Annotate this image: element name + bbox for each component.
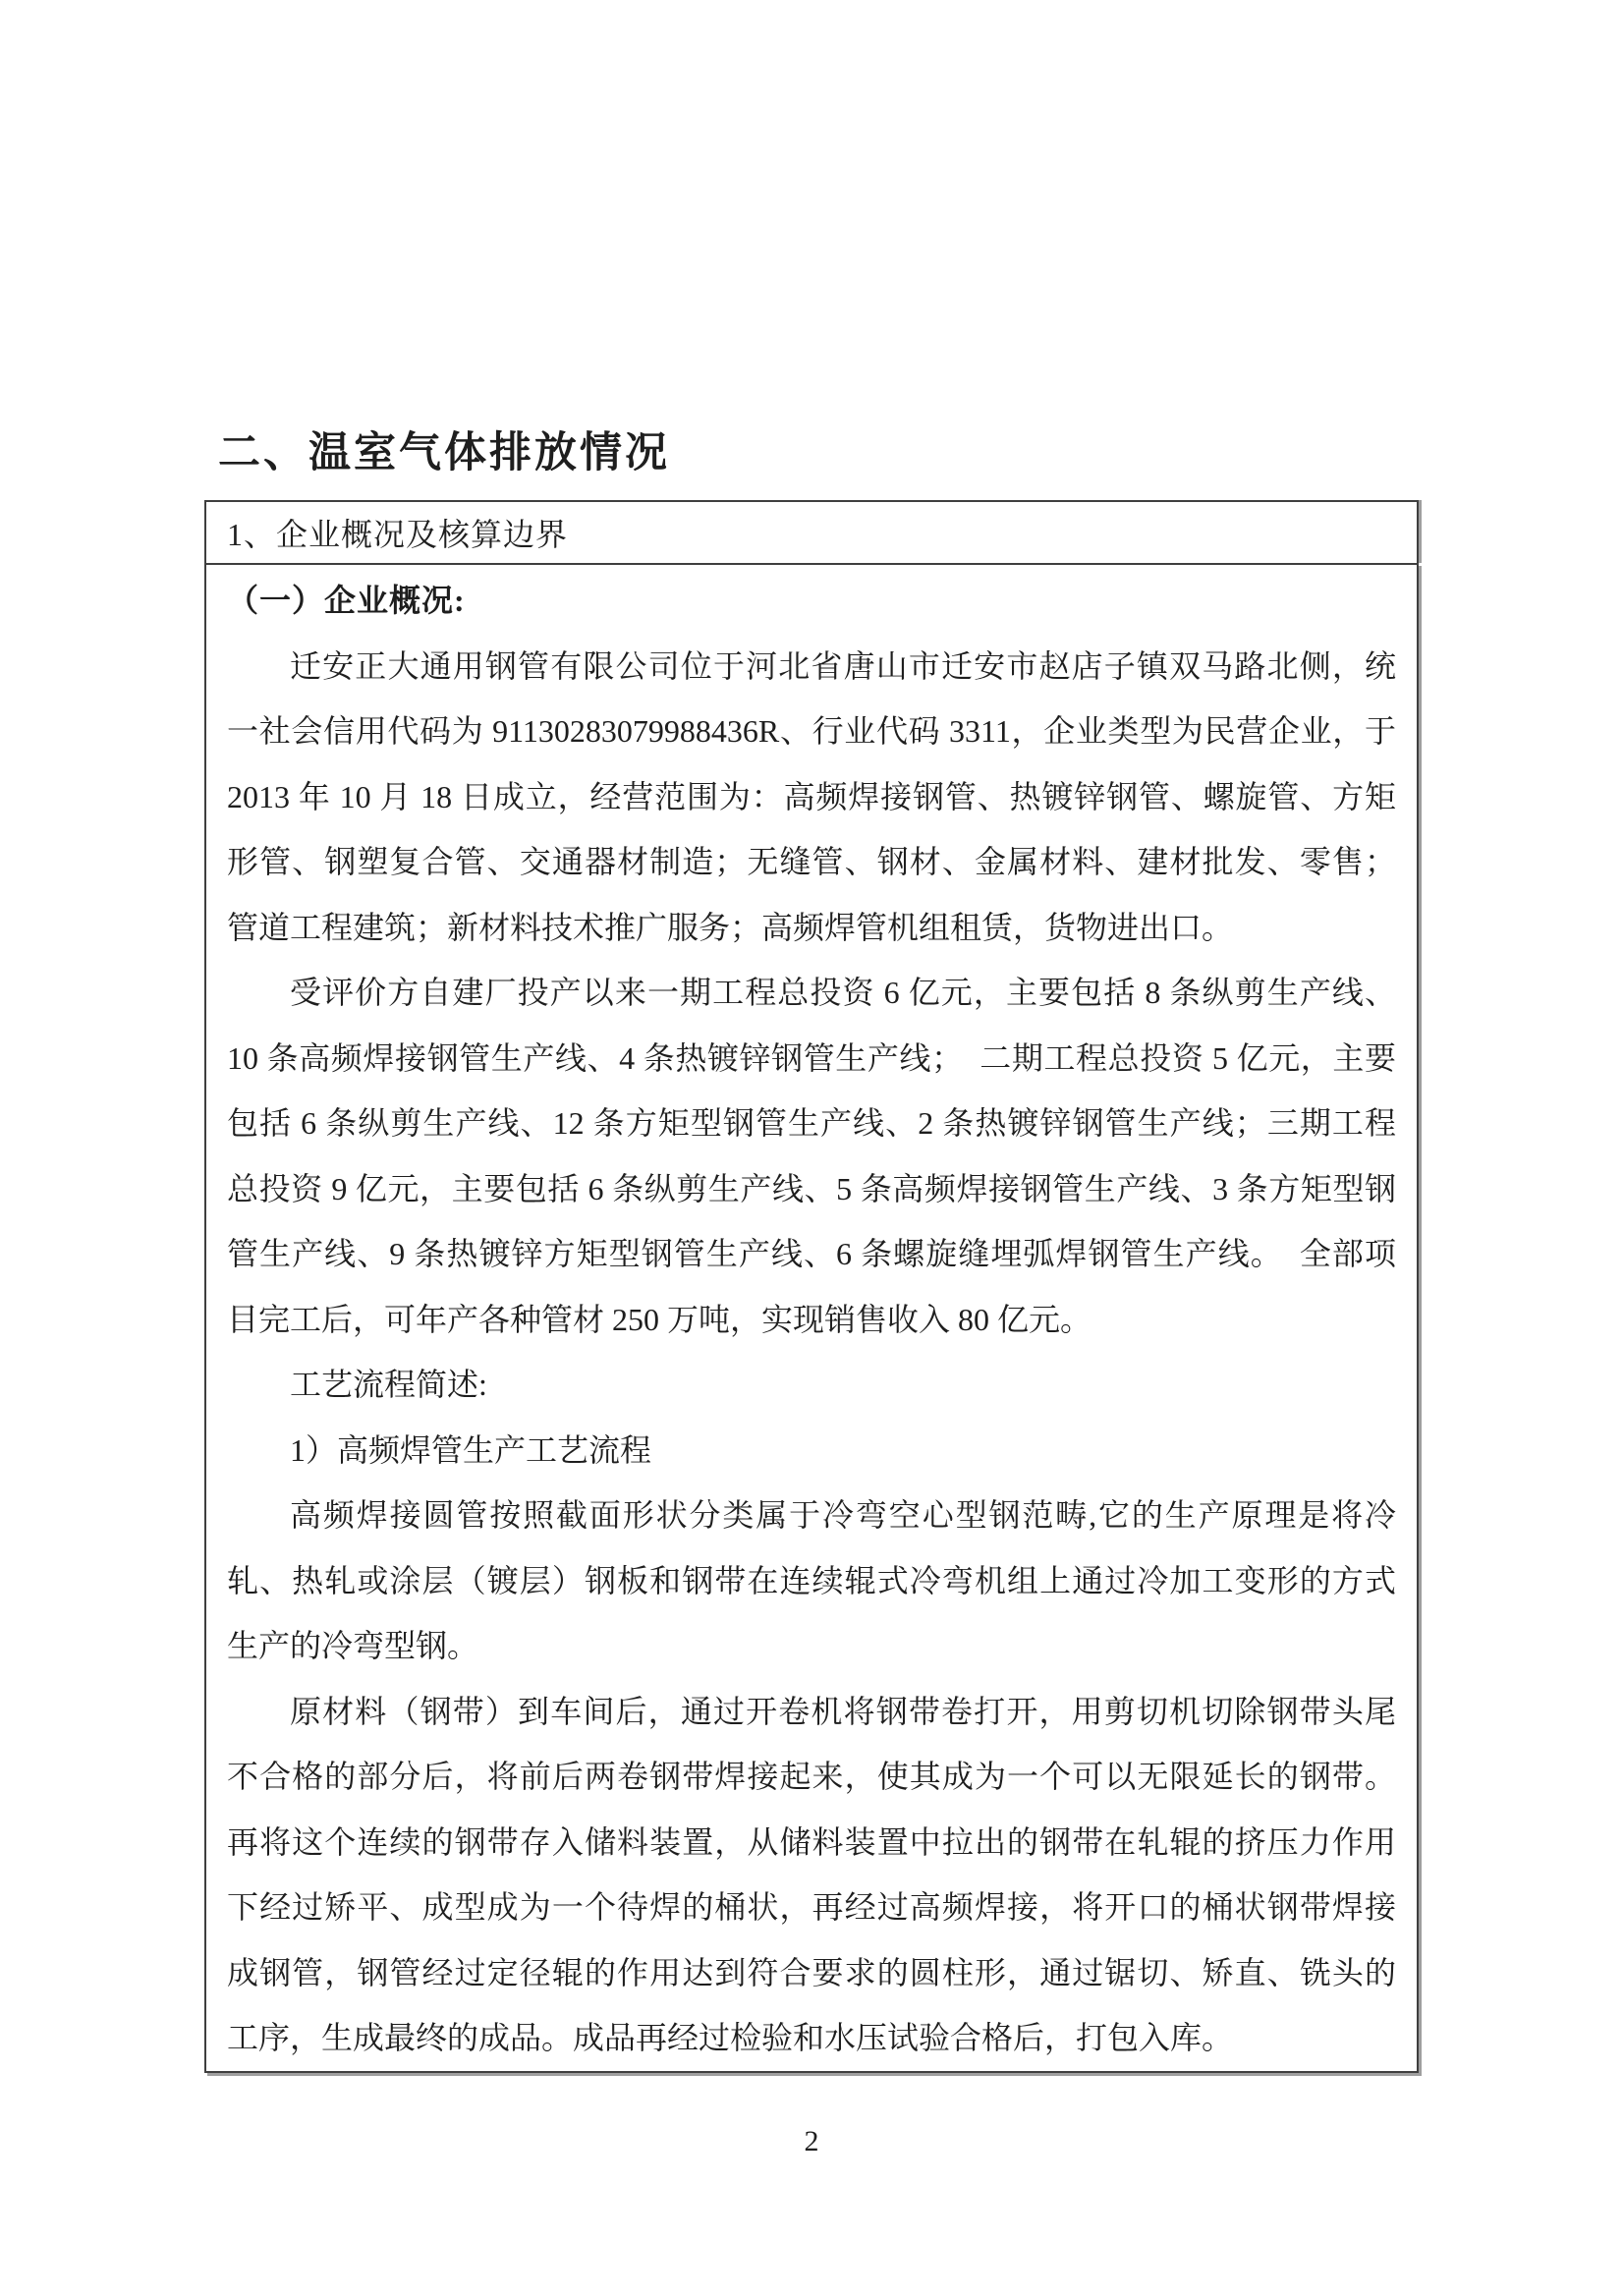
text-line: 下经过矫平、成型成为一个待焊的桶状，再经过高频焊接，将开口的桶状钢带焊接 (227, 1889, 1396, 1925)
content-box (204, 563, 1419, 2073)
page-title: 二、温室气体排放情况 (218, 430, 670, 476)
text-line: 原材料（钢带）到车间后，通过开卷机将钢带卷打开，用剪切机切除钢带头尾 (290, 1693, 1396, 1729)
text-line: 再将这个连续的钢带存入储料装置，从储料装置中拉出的钢带在轧辊的挤压力作用 (227, 1823, 1396, 1860)
text-line: 生产的冷弯型钢。 (227, 1628, 479, 1663)
text-line: 一社会信用代码为 91130283079988436R、行业代码 3311，企业类型为民营企业，于 (227, 713, 1396, 749)
text-line: 工序，生成最终的成品。成品再经过检验和水压试验合格后，打包入库。 (227, 2020, 1234, 2055)
content-heading: （一）企业概况: (227, 583, 466, 618)
section-header-label: 1、企业概况及核算边界 (227, 517, 569, 552)
text-line: 管生产线、9 条热镀锌方矩型钢管生产线、6 条螺旋缝埋弧焊钢管生产线。 全部项 (227, 1236, 1396, 1271)
text-line: 工艺流程简述: (290, 1367, 487, 1402)
section-header-box (204, 500, 1419, 563)
page-number: 2 (804, 2125, 819, 2157)
text-line: 高频焊接圆管按照截面形状分类属于冷弯空心型钢范畴,它的生产原理是将冷 (290, 1497, 1396, 1533)
text-line: 总投资 9 亿元，主要包括 6 条纵剪生产线、5 条高频焊接钢管生产线、3 条方矩型钢 (227, 1170, 1396, 1206)
text-line: 包括 6 条纵剪生产线、12 条方矩型钢管生产线、2 条热镀锌钢管生产线；三期工程 (227, 1105, 1396, 1141)
text-line: 2013 年 10 月 18 日成立，经营范围为：高频焊接钢管、热镀锌钢管、螺旋管、方矩 (227, 778, 1396, 814)
text-line: 1）高频焊管生产工艺流程 (290, 1431, 652, 1468)
text-line: 管道工程建筑；新材料技术推广服务；高频焊管机组租赁，货物进出口。 (227, 909, 1234, 945)
text-line: 迁安正大通用钢管有限公司位于河北省唐山市迁安市赵店子镇双马路北侧，统 (290, 647, 1396, 684)
content-lines (227, 568, 1396, 2071)
text-line: 不合格的部分后，将前后两卷钢带焊接起来，使其成为一个可以无限延长的钢带。 (227, 1759, 1396, 1794)
text-line: 受评价方自建厂投产以来一期工程总投资 6 亿元，主要包括 8 条纵剪生产线、 (290, 975, 1396, 1010)
text-line: 10 条高频焊接钢管生产线、4 条热镀锌钢管生产线； 二期工程总投资 5 亿元，主要 (227, 1039, 1396, 1076)
text-line: 形管、钢塑复合管、交通器材制造；无缝管、钢材、金属材料、建材批发、零售； (227, 844, 1396, 879)
text-line: 成钢管，钢管经过定径辊的作用达到符合要求的圆柱形，通过锯切、矫直、铣头的 (227, 1954, 1396, 1990)
text-line: 轧、热轧或涂层（镀层）钢板和钢带在连续辊式冷弯机组上通过冷加工变形的方式 (227, 1562, 1396, 1598)
text-line: 目完工后，可年产各种管材 250 万吨，实现销售收入 80 亿元。 (227, 1301, 1092, 1337)
